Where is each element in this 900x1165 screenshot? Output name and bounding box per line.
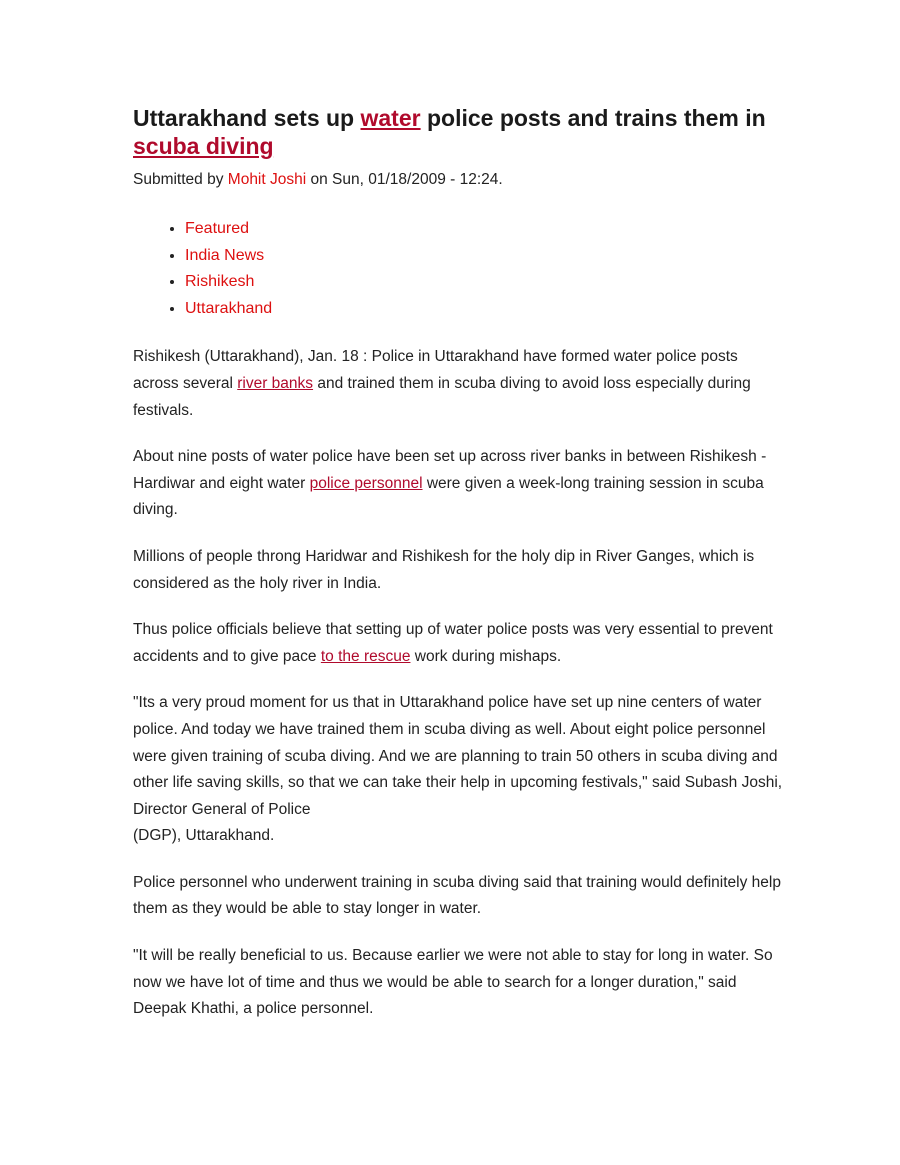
submitted-date: on Sun, 01/18/2009 - 12:24. — [306, 171, 503, 188]
tag-item — [185, 296, 783, 323]
tag-link-india-news[interactable]: India News — [185, 246, 265, 264]
paragraph-4-text-a: Thus police officials believe that setting up of water police posts was very essential to prevent accidents and to give pace — [133, 621, 773, 665]
submitted-prefix: Submitted by — [133, 171, 228, 188]
article-title — [133, 104, 783, 160]
link-police-personnel[interactable]: police personnel — [309, 474, 423, 492]
title-text-2: police posts and trains them in — [420, 105, 766, 131]
paragraph-5-text-b: (DGP), Uttarakhand. — [133, 827, 275, 845]
paragraph-5-text-a: "Its a very proud moment for us that in Uttarakhand police have set up nine centers of water police. And today we have trained them in scuba diving as well. About eight police personnel were given training of scuba diving. And we are planning to train 50 others in scuba diving and other life saving skills, so that we can take their help in upcoming festivals," said Subash Joshi, Director General of Police — [133, 694, 783, 818]
tag-item — [185, 216, 783, 243]
link-river-banks[interactable]: river banks — [237, 374, 314, 392]
paragraph-4 — [133, 617, 783, 670]
tag-link-rishikesh[interactable]: Rishikesh — [185, 273, 255, 291]
tag-link-featured[interactable]: Featured — [185, 220, 250, 237]
paragraph-1-text-a: Rishikesh (Uttarakhand), Jan. 18 : Police in Uttarakhand have formed water police posts across several — [133, 348, 738, 392]
paragraph-3: Millions of people throng Haridwar and Rishikesh for the holy dip in River Ganges, which is considered as the holy river in India. — [133, 547, 755, 592]
submitted-line — [133, 170, 783, 190]
paragraph-7: "It will be really beneficial to us. Because earlier we were not able to stay for long in water. So now we have lot of time and thus we would be able to search for a longer duration," said Deepak Khathi, a police personnel. — [133, 947, 773, 1018]
paragraph-2 — [133, 444, 783, 524]
author-link[interactable]: Mohit Joshi — [227, 171, 307, 188]
paragraph-1-text-b: and trained them in scuba diving to avoid loss especially during festivals. — [133, 374, 751, 419]
paragraph-2-text-b: were given a week-long training session in scuba diving. — [133, 474, 764, 519]
tag-item — [185, 243, 783, 270]
paragraph-4-text-b: work during mishaps. — [410, 647, 562, 665]
article — [133, 104, 783, 1023]
paragraph-2-text-a: About nine posts of water police have been set up across river banks in between Rishikesh - Hardiwar and eight water — [133, 448, 767, 492]
paragraph-6: Police personnel who underwent training in scuba diving said that training would definitely help them as they would be able to stay longer in water. — [133, 873, 781, 918]
link-to-the-rescue[interactable]: to the rescue — [320, 647, 411, 665]
article-body — [133, 344, 783, 1022]
paragraph-5 — [133, 690, 783, 850]
tag-link-uttarakhand[interactable]: Uttarakhand — [185, 299, 273, 317]
title-link-scuba-diving[interactable]: scuba diving — [133, 133, 274, 159]
paragraph-1 — [133, 344, 783, 424]
title-link-water[interactable]: water — [360, 105, 421, 131]
tag-item — [185, 269, 783, 296]
title-text-1: Uttarakhand sets up — [133, 105, 361, 131]
tag-list — [133, 216, 783, 322]
